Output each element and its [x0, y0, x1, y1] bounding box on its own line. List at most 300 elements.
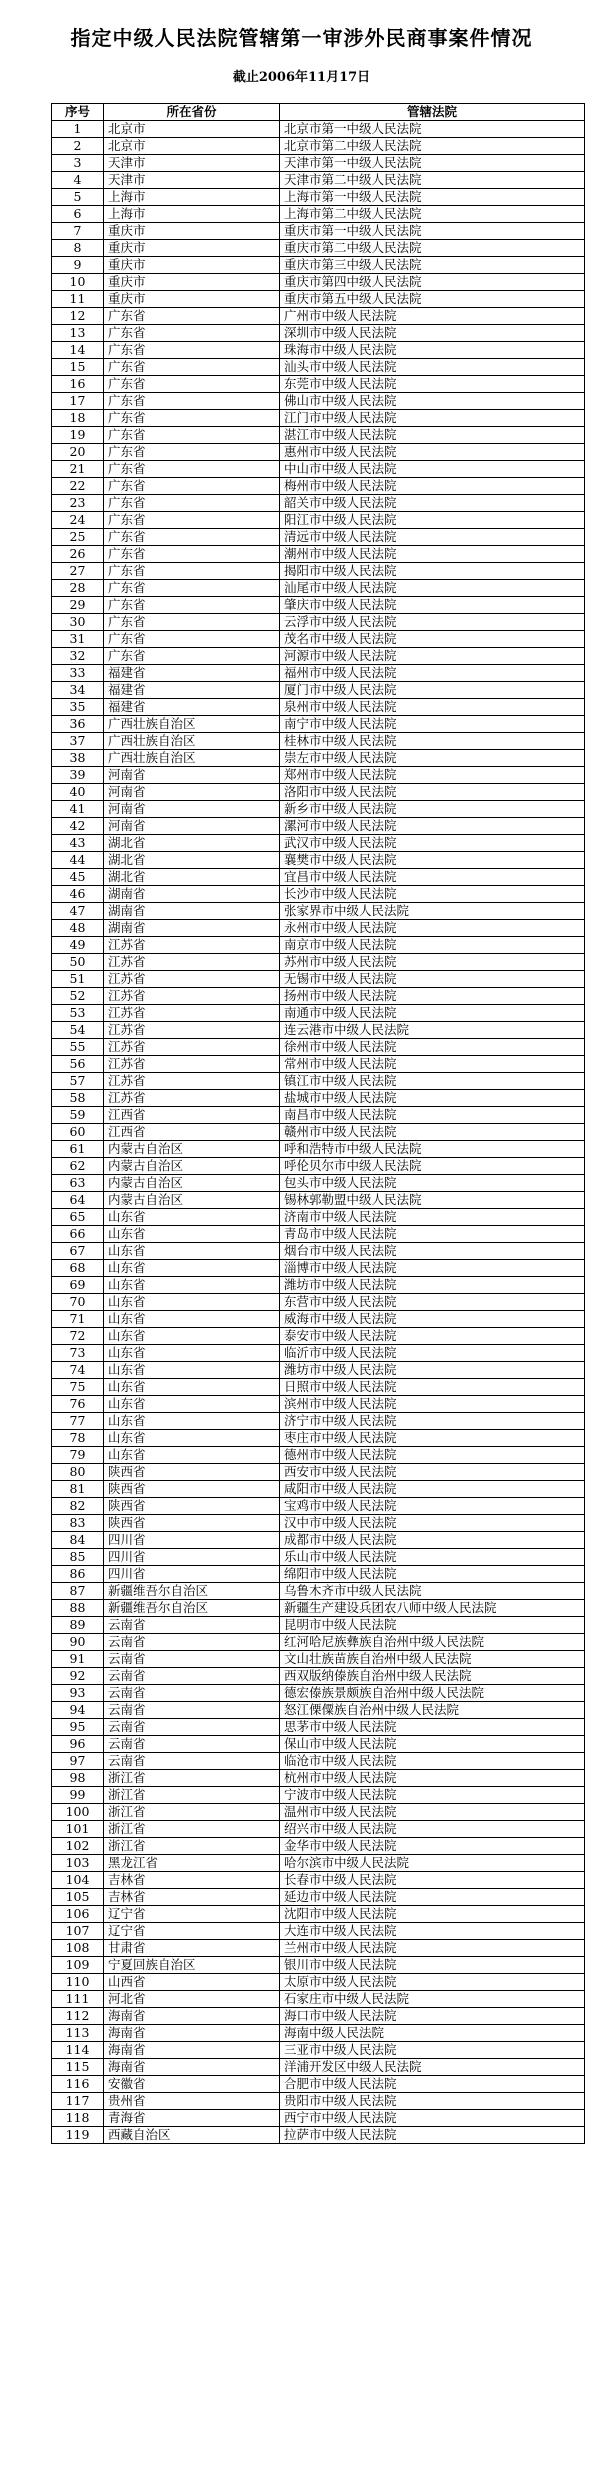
row-court: 银川市中级人民法院 [280, 1957, 585, 1974]
row-province: 海南省 [104, 2042, 280, 2059]
row-index: 31 [52, 631, 104, 648]
row-province: 山东省 [104, 1277, 280, 1294]
table-row [52, 1090, 585, 1107]
table-row [52, 1974, 585, 1991]
table-row [52, 1940, 585, 1957]
row-index: 3 [52, 155, 104, 172]
row-index: 117 [52, 2093, 104, 2110]
row-court: 永州市中级人民法院 [280, 920, 585, 937]
row-index: 20 [52, 444, 104, 461]
row-index: 108 [52, 1940, 104, 1957]
row-index: 101 [52, 1821, 104, 1838]
row-index: 71 [52, 1311, 104, 1328]
row-province: 重庆市 [104, 257, 280, 274]
table-row [52, 1243, 585, 1260]
row-province: 广西壮族自治区 [104, 750, 280, 767]
row-index: 106 [52, 1906, 104, 1923]
row-court: 揭阳市中级人民法院 [280, 563, 585, 580]
row-province: 广东省 [104, 546, 280, 563]
row-province: 广东省 [104, 427, 280, 444]
row-index: 111 [52, 1991, 104, 2008]
courts-table [51, 103, 585, 2144]
table-row [52, 784, 585, 801]
row-index: 72 [52, 1328, 104, 1345]
row-court: 东莞市中级人民法院 [280, 376, 585, 393]
table-row [52, 835, 585, 852]
row-province: 北京市 [104, 138, 280, 155]
row-court: 大连市中级人民法院 [280, 1923, 585, 1940]
table-row [52, 1923, 585, 1940]
row-court: 漯河市中级人民法院 [280, 818, 585, 835]
row-court: 呼伦贝尔市中级人民法院 [280, 1158, 585, 1175]
row-court: 佛山市中级人民法院 [280, 393, 585, 410]
table-row [52, 1532, 585, 1549]
table-row [52, 512, 585, 529]
row-court: 张家界市中级人民法院 [280, 903, 585, 920]
row-index: 73 [52, 1345, 104, 1362]
table-row [52, 223, 585, 240]
row-court: 杭州市中级人民法院 [280, 1770, 585, 1787]
table-row [52, 393, 585, 410]
row-court: 桂林市中级人民法院 [280, 733, 585, 750]
table-row [52, 1855, 585, 1872]
row-province: 陕西省 [104, 1498, 280, 1515]
document-title: 指定中级人民法院管辖第一审涉外民商事案件情况 [70, 26, 533, 50]
row-province: 山东省 [104, 1311, 280, 1328]
row-index: 104 [52, 1872, 104, 1889]
row-index: 51 [52, 971, 104, 988]
table-row [52, 2008, 585, 2025]
table-row [52, 1056, 585, 1073]
row-court: 延边市中级人民法院 [280, 1889, 585, 1906]
row-index: 96 [52, 1736, 104, 1753]
row-province: 山东省 [104, 1243, 280, 1260]
row-province: 山东省 [104, 1430, 280, 1447]
table-row [52, 631, 585, 648]
row-province: 山东省 [104, 1447, 280, 1464]
row-court: 日照市中级人民法院 [280, 1379, 585, 1396]
table-row [52, 2110, 585, 2127]
row-province: 云南省 [104, 1753, 280, 1770]
row-province: 宁夏回族自治区 [104, 1957, 280, 1974]
row-court: 重庆市第三中级人民法院 [280, 257, 585, 274]
table-row [52, 1617, 585, 1634]
row-court: 德宏傣族景颇族自治州中级人民法院 [280, 1685, 585, 1702]
table-row [52, 1328, 585, 1345]
row-index: 34 [52, 682, 104, 699]
row-province: 福建省 [104, 699, 280, 716]
row-province: 云南省 [104, 1617, 280, 1634]
row-court: 成都市中级人民法院 [280, 1532, 585, 1549]
row-index: 90 [52, 1634, 104, 1651]
row-index: 55 [52, 1039, 104, 1056]
row-index: 112 [52, 2008, 104, 2025]
row-court: 河源市中级人民法院 [280, 648, 585, 665]
row-province: 浙江省 [104, 1787, 280, 1804]
row-court: 广州市中级人民法院 [280, 308, 585, 325]
row-court: 重庆市第五中级人民法院 [280, 291, 585, 308]
row-province: 广东省 [104, 393, 280, 410]
row-court: 韶关市中级人民法院 [280, 495, 585, 512]
row-court: 昆明市中级人民法院 [280, 1617, 585, 1634]
table-row [52, 1073, 585, 1090]
row-court: 惠州市中级人民法院 [280, 444, 585, 461]
row-province: 天津市 [104, 172, 280, 189]
row-court: 绍兴市中级人民法院 [280, 1821, 585, 1838]
row-province: 山东省 [104, 1209, 280, 1226]
row-index: 80 [52, 1464, 104, 1481]
row-index: 52 [52, 988, 104, 1005]
table-row [52, 1787, 585, 1804]
row-court: 哈尔滨市中级人民法院 [280, 1855, 585, 1872]
row-court: 襄樊市中级人民法院 [280, 852, 585, 869]
row-province: 江苏省 [104, 954, 280, 971]
table-row [52, 359, 585, 376]
row-court: 茂名市中级人民法院 [280, 631, 585, 648]
row-court: 西安市中级人民法院 [280, 1464, 585, 1481]
table-row [52, 580, 585, 597]
row-index: 14 [52, 342, 104, 359]
row-province: 海南省 [104, 2008, 280, 2025]
table-row [52, 1124, 585, 1141]
row-province: 河南省 [104, 784, 280, 801]
table-row [52, 937, 585, 954]
row-index: 9 [52, 257, 104, 274]
row-province: 浙江省 [104, 1770, 280, 1787]
row-province: 四川省 [104, 1549, 280, 1566]
row-province: 甘肃省 [104, 1940, 280, 1957]
table-row [52, 767, 585, 784]
row-index: 45 [52, 869, 104, 886]
row-index: 1 [52, 121, 104, 138]
table-row [52, 1906, 585, 1923]
row-province: 江西省 [104, 1107, 280, 1124]
row-province: 浙江省 [104, 1821, 280, 1838]
row-index: 77 [52, 1413, 104, 1430]
table-row [52, 1430, 585, 1447]
table-row [52, 189, 585, 206]
row-index: 103 [52, 1855, 104, 1872]
row-index: 114 [52, 2042, 104, 2059]
row-court: 北京市第一中级人民法院 [280, 121, 585, 138]
table-body [52, 121, 585, 2144]
row-court: 镇江市中级人民法院 [280, 1073, 585, 1090]
table-row [52, 869, 585, 886]
row-court: 西双版纳傣族自治州中级人民法院 [280, 1668, 585, 1685]
row-index: 15 [52, 359, 104, 376]
table-row [52, 1311, 585, 1328]
row-court: 怒江傈僳族自治州中级人民法院 [280, 1702, 585, 1719]
row-province: 浙江省 [104, 1838, 280, 1855]
row-province: 重庆市 [104, 291, 280, 308]
table-row [52, 1481, 585, 1498]
row-province: 广东省 [104, 631, 280, 648]
table-row [52, 206, 585, 223]
table-row [52, 716, 585, 733]
row-province: 云南省 [104, 1736, 280, 1753]
row-index: 21 [52, 461, 104, 478]
row-province: 广东省 [104, 376, 280, 393]
row-index: 109 [52, 1957, 104, 1974]
row-index: 35 [52, 699, 104, 716]
row-province: 云南省 [104, 1702, 280, 1719]
row-court: 中山市中级人民法院 [280, 461, 585, 478]
row-court: 长春市中级人民法院 [280, 1872, 585, 1889]
row-court: 无锡市中级人民法院 [280, 971, 585, 988]
row-province: 广东省 [104, 529, 280, 546]
row-province: 河南省 [104, 818, 280, 835]
row-index: 102 [52, 1838, 104, 1855]
table-row [52, 1668, 585, 1685]
row-index: 36 [52, 716, 104, 733]
row-province: 广东省 [104, 580, 280, 597]
row-index: 94 [52, 1702, 104, 1719]
table-header-row [52, 104, 585, 121]
row-province: 湖北省 [104, 852, 280, 869]
table-row [52, 1158, 585, 1175]
row-index: 82 [52, 1498, 104, 1515]
row-province: 河南省 [104, 767, 280, 784]
row-index: 70 [52, 1294, 104, 1311]
row-province: 山东省 [104, 1294, 280, 1311]
table-row [52, 1889, 585, 1906]
row-index: 95 [52, 1719, 104, 1736]
row-court: 呼和浩特市中级人民法院 [280, 1141, 585, 1158]
row-index: 44 [52, 852, 104, 869]
row-court: 新乡市中级人民法院 [280, 801, 585, 818]
table-row [52, 1600, 585, 1617]
table-row [52, 818, 585, 835]
row-province: 贵州省 [104, 2093, 280, 2110]
table-row [52, 1022, 585, 1039]
row-province: 湖南省 [104, 886, 280, 903]
table-row [52, 1821, 585, 1838]
row-index: 38 [52, 750, 104, 767]
row-province: 云南省 [104, 1668, 280, 1685]
row-index: 99 [52, 1787, 104, 1804]
row-index: 4 [52, 172, 104, 189]
row-index: 87 [52, 1583, 104, 1600]
row-index: 116 [52, 2076, 104, 2093]
table-row [52, 308, 585, 325]
row-province: 广东省 [104, 359, 280, 376]
table-row [52, 291, 585, 308]
table-row [52, 1141, 585, 1158]
row-province: 云南省 [104, 1651, 280, 1668]
row-province: 广东省 [104, 614, 280, 631]
row-index: 65 [52, 1209, 104, 1226]
row-province: 湖南省 [104, 920, 280, 937]
row-province: 山东省 [104, 1345, 280, 1362]
table-row [52, 648, 585, 665]
table-row [52, 1396, 585, 1413]
table-row [52, 1702, 585, 1719]
row-province: 湖北省 [104, 835, 280, 852]
row-province: 重庆市 [104, 274, 280, 291]
row-court: 徐州市中级人民法院 [280, 1039, 585, 1056]
row-index: 74 [52, 1362, 104, 1379]
table-row [52, 1039, 585, 1056]
row-court: 新疆生产建设兵团农八师中级人民法院 [280, 1600, 585, 1617]
row-province: 陕西省 [104, 1464, 280, 1481]
row-index: 79 [52, 1447, 104, 1464]
row-index: 91 [52, 1651, 104, 1668]
row-index: 59 [52, 1107, 104, 1124]
row-index: 97 [52, 1753, 104, 1770]
row-province: 广东省 [104, 563, 280, 580]
table-row [52, 1192, 585, 1209]
row-court: 南通市中级人民法院 [280, 1005, 585, 1022]
row-province: 云南省 [104, 1634, 280, 1651]
row-court: 湛江市中级人民法院 [280, 427, 585, 444]
row-court: 郑州市中级人民法院 [280, 767, 585, 784]
table-row [52, 1209, 585, 1226]
row-court: 三亚市中级人民法院 [280, 2042, 585, 2059]
row-province: 吉林省 [104, 1872, 280, 1889]
row-court: 烟台市中级人民法院 [280, 1243, 585, 1260]
row-court: 淄博市中级人民法院 [280, 1260, 585, 1277]
row-index: 25 [52, 529, 104, 546]
row-index: 41 [52, 801, 104, 818]
document-date: 截止2006年11月17日 [232, 70, 371, 85]
row-index: 23 [52, 495, 104, 512]
table-row [52, 1005, 585, 1022]
row-court: 赣州市中级人民法院 [280, 1124, 585, 1141]
row-index: 78 [52, 1430, 104, 1447]
row-province: 新疆维吾尔自治区 [104, 1600, 280, 1617]
row-index: 39 [52, 767, 104, 784]
row-index: 93 [52, 1685, 104, 1702]
row-court: 包头市中级人民法院 [280, 1175, 585, 1192]
row-province: 广东省 [104, 478, 280, 495]
row-court: 临沧市中级人民法院 [280, 1753, 585, 1770]
row-province: 重庆市 [104, 240, 280, 257]
row-index: 56 [52, 1056, 104, 1073]
row-court: 深圳市中级人民法院 [280, 325, 585, 342]
table-row [52, 1838, 585, 1855]
row-index: 61 [52, 1141, 104, 1158]
row-province: 江苏省 [104, 988, 280, 1005]
row-index: 119 [52, 2127, 104, 2144]
row-index: 16 [52, 376, 104, 393]
table-row [52, 1770, 585, 1787]
table-row [52, 614, 585, 631]
header-index: 序号 [52, 104, 104, 121]
row-index: 69 [52, 1277, 104, 1294]
row-province: 黑龙江省 [104, 1855, 280, 1872]
row-province: 广东省 [104, 410, 280, 427]
row-province: 广东省 [104, 648, 280, 665]
row-index: 46 [52, 886, 104, 903]
row-index: 86 [52, 1566, 104, 1583]
row-court: 洋浦开发区中级人民法院 [280, 2059, 585, 2076]
table-row [52, 1294, 585, 1311]
row-court: 泰安市中级人民法院 [280, 1328, 585, 1345]
row-court: 北京市第二中级人民法院 [280, 138, 585, 155]
row-court: 石家庄市中级人民法院 [280, 1991, 585, 2008]
row-court: 宝鸡市中级人民法院 [280, 1498, 585, 1515]
row-province: 福建省 [104, 682, 280, 699]
row-province: 上海市 [104, 206, 280, 223]
row-province: 四川省 [104, 1532, 280, 1549]
row-court: 文山壮族苗族自治州中级人民法院 [280, 1651, 585, 1668]
row-court: 贵阳市中级人民法院 [280, 2093, 585, 2110]
table-row [52, 665, 585, 682]
row-court: 珠海市中级人民法院 [280, 342, 585, 359]
row-province: 广东省 [104, 325, 280, 342]
table-row [52, 1362, 585, 1379]
row-index: 100 [52, 1804, 104, 1821]
row-index: 40 [52, 784, 104, 801]
row-province: 辽宁省 [104, 1906, 280, 1923]
row-index: 30 [52, 614, 104, 631]
row-province: 湖南省 [104, 903, 280, 920]
row-court: 阳江市中级人民法院 [280, 512, 585, 529]
table-row [52, 1685, 585, 1702]
row-province: 广东省 [104, 342, 280, 359]
table-row [52, 121, 585, 138]
row-court: 盐城市中级人民法院 [280, 1090, 585, 1107]
row-court: 威海市中级人民法院 [280, 1311, 585, 1328]
row-index: 5 [52, 189, 104, 206]
row-province: 山东省 [104, 1379, 280, 1396]
row-court: 保山市中级人民法院 [280, 1736, 585, 1753]
row-index: 8 [52, 240, 104, 257]
row-court: 云浮市中级人民法院 [280, 614, 585, 631]
table-row [52, 852, 585, 869]
row-province: 广东省 [104, 444, 280, 461]
table-row [52, 801, 585, 818]
row-court: 济宁市中级人民法院 [280, 1413, 585, 1430]
table-row [52, 240, 585, 257]
row-province: 天津市 [104, 155, 280, 172]
row-index: 83 [52, 1515, 104, 1532]
row-index: 29 [52, 597, 104, 614]
row-court: 福州市中级人民法院 [280, 665, 585, 682]
row-index: 49 [52, 937, 104, 954]
row-province: 广东省 [104, 597, 280, 614]
row-court: 海南中级人民法院 [280, 2025, 585, 2042]
row-index: 105 [52, 1889, 104, 1906]
row-index: 118 [52, 2110, 104, 2127]
row-court: 沈阳市中级人民法院 [280, 1906, 585, 1923]
row-court: 汉中市中级人民法院 [280, 1515, 585, 1532]
table-row [52, 1872, 585, 1889]
row-court: 南昌市中级人民法院 [280, 1107, 585, 1124]
table-row [52, 1107, 585, 1124]
table-row [52, 920, 585, 937]
row-province: 江苏省 [104, 937, 280, 954]
row-court: 连云港市中级人民法院 [280, 1022, 585, 1039]
row-court: 宜昌市中级人民法院 [280, 869, 585, 886]
table-row [52, 1498, 585, 1515]
row-index: 110 [52, 1974, 104, 1991]
row-province: 江苏省 [104, 1090, 280, 1107]
row-province: 重庆市 [104, 223, 280, 240]
row-province: 云南省 [104, 1719, 280, 1736]
table-row [52, 138, 585, 155]
row-court: 苏州市中级人民法院 [280, 954, 585, 971]
table-row [52, 546, 585, 563]
table-row [52, 529, 585, 546]
row-court: 扬州市中级人民法院 [280, 988, 585, 1005]
table-row [52, 682, 585, 699]
row-province: 江苏省 [104, 1022, 280, 1039]
row-province: 内蒙古自治区 [104, 1192, 280, 1209]
table-row [52, 1566, 585, 1583]
row-province: 江苏省 [104, 1005, 280, 1022]
row-province: 广东省 [104, 461, 280, 478]
